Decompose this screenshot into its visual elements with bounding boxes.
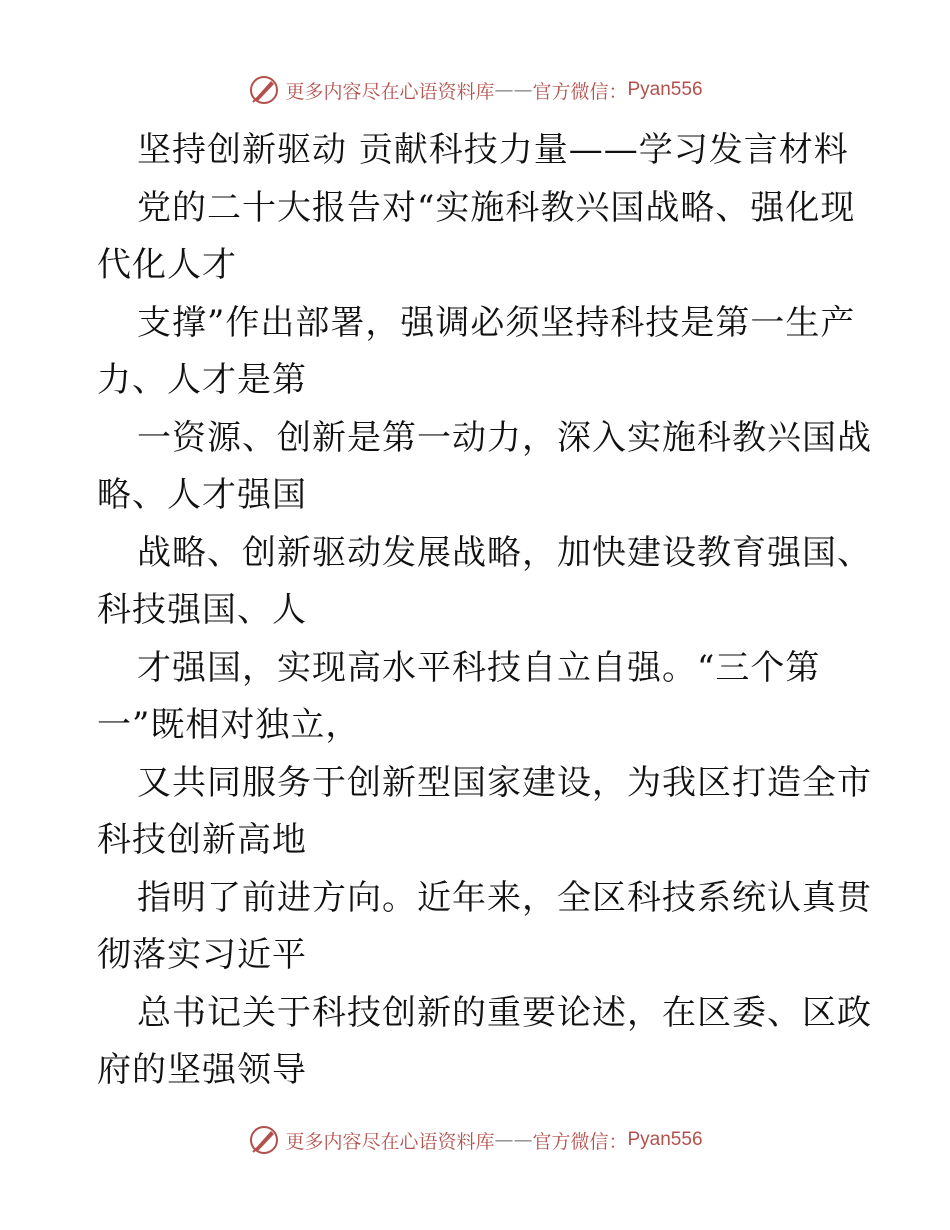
watermark-header xyxy=(0,72,950,108)
paragraph-line: 代化人才 xyxy=(97,245,237,285)
paragraph-line: 总书记关于科技创新的重要论述，在区委、区政 xyxy=(137,992,872,1033)
quill-logo-icon xyxy=(247,1123,281,1157)
watermark-id: Pyan556 xyxy=(627,79,703,100)
paragraph-line: 科技强国、人 xyxy=(97,590,307,630)
quill-logo-icon xyxy=(247,73,281,107)
paragraph-line: 指明了前进方向。近年来，全区科技系统认真贯 xyxy=(137,877,872,918)
paragraph-line: 一资源、创新是第一动力，深入实施科教兴国战 xyxy=(137,417,872,458)
paragraph-line: 党的二十大报告对“实施科教兴国战略、强化现 xyxy=(137,187,856,228)
watermark-prefix: 更多内容尽在心语资料库 xyxy=(285,1130,495,1153)
watermark-footer xyxy=(0,1122,950,1158)
watermark-label: 官方微信： xyxy=(532,1130,628,1153)
paragraph-line: 府的坚强领导 xyxy=(97,1050,307,1090)
paragraph-line: 战略、创新驱动发展战略，加快建设教育强国、 xyxy=(137,532,872,573)
watermark-id: Pyan556 xyxy=(627,1129,703,1150)
paragraph-line: 彻落实习近平 xyxy=(97,935,307,975)
paragraph-line: 略、人才强国 xyxy=(97,475,307,515)
document-title: 坚持创新驱动 贡献科技力量——学习发言材料 xyxy=(137,130,849,170)
paragraph-line: 一”既相对独立， xyxy=(97,705,361,745)
watermark-prefix: 更多内容尽在心语资料库 xyxy=(285,80,495,103)
paragraph-line: 力、人才是第 xyxy=(97,360,307,400)
paragraph-line: 又共同服务于创新型国家建设，为我区打造全市 xyxy=(137,762,872,803)
watermark-label: 官方微信： xyxy=(532,80,628,103)
paragraph-line: 才强国，实现高水平科技自立自强。“三个第 xyxy=(137,647,821,688)
document-body xyxy=(97,122,872,1100)
watermark-dash: —— xyxy=(494,79,533,101)
watermark-dash: —— xyxy=(494,1129,533,1151)
paragraph-line: 支撑”作出部署，强调必须坚持科技是第一生产 xyxy=(137,302,856,343)
paragraph-line: 科技创新高地 xyxy=(97,820,307,860)
